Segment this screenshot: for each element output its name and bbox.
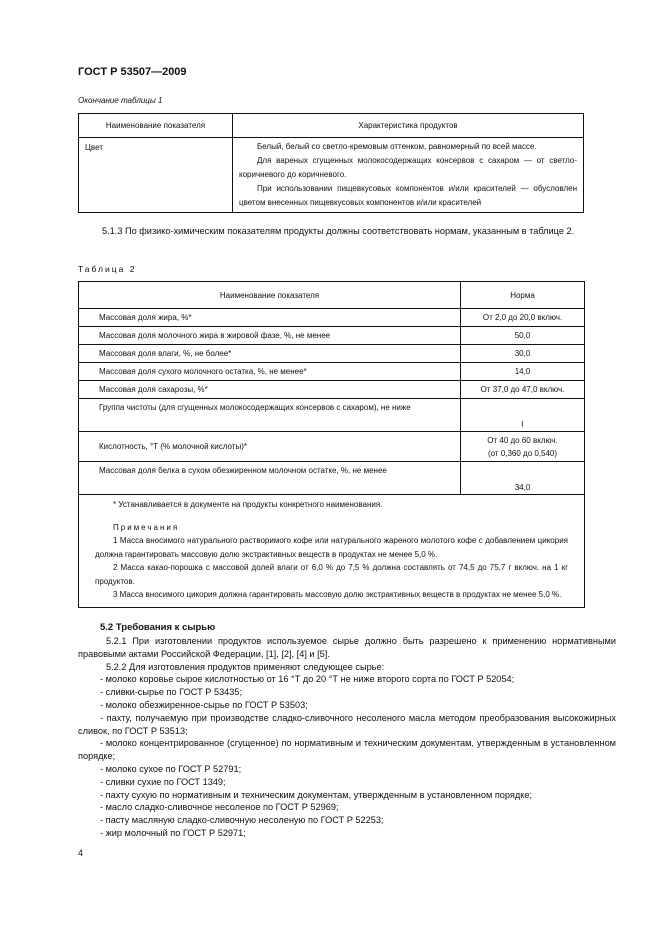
table2-col-header: Наименование показателя <box>79 282 461 309</box>
table1-line: Белый, белый со светло-кремовым оттенком, равномерный по всей массе. <box>257 142 537 151</box>
table2-row-name: Массовая доля сухого молочного остатка, %, не менее* <box>79 363 461 381</box>
table2-row-value: От 37,0 до 47,0 включ. <box>461 381 585 399</box>
list-item: - масло сладко-сливочное несоленое по ГОСТ Р 52969; <box>100 802 339 813</box>
table2 <box>78 281 585 608</box>
table2-row-value-secondary: (от 0,360 до 0,540) <box>487 448 558 458</box>
table2-row-value: 50,0 <box>461 327 585 345</box>
table1-cell-description <box>233 138 584 213</box>
table2-row-value: 34,0 <box>461 462 585 495</box>
list-item: - молоко обезжиренное-сырье по ГОСТ Р 53503; <box>100 699 308 710</box>
table2-notes <box>79 495 585 608</box>
table1-col-header: Характеристика продуктов <box>233 114 584 138</box>
list-item: - пахту сухую по нормативным и техническим документам, утвержденным в установленном порядке; <box>100 789 533 800</box>
table1 <box>78 113 584 213</box>
table1-caption: Окончание таблицы 1 <box>78 96 163 105</box>
paragraph-5-2-1: 5.2.1 При изготовлении продуктов используемое сырье должно быть разрешено к применению нормативными правовыми актами Российской Федерации, [1], [2], [4] и [5]. <box>78 636 616 659</box>
list-item: - молоко концентрированное (сгущенное) по нормативным и техническим документам, утвержденным в установленном порядке; <box>78 738 616 762</box>
list-item: - сливки-сырье по ГОСТ Р 53435; <box>100 687 243 698</box>
table2-col-header: Норма <box>461 282 585 309</box>
table2-row-name: Массовая доля жира, %* <box>79 309 461 327</box>
table2-row-value: I <box>461 399 585 432</box>
list-item: - молоко коровье сырое кислотностью от 16 °Т до 20 °Т не ниже второго сорта по ГОСТ Р 52054; <box>100 674 515 685</box>
table2-row-value: 30,0 <box>461 345 585 363</box>
table2-row-name: Массовая доля молочного жира в жировой фазе, %, не менее <box>79 327 461 345</box>
table2-row-value: От 2,0 до 20,0 включ. <box>461 309 585 327</box>
table1-cell-name: Цвет <box>79 138 233 213</box>
document-header: ГОСТ Р 53507—2009 <box>78 66 187 78</box>
note-item: 1 Масса вносимого натурального растворимого кофе или натурального жареного молотого кофе с добавлением цикория должна гарантировать массовую долю экстрактивных веществ в продуктах не менее 5,0 %. <box>95 536 568 559</box>
table2-row-value: От 40 до 60 включ. <box>487 435 558 445</box>
table2-row-name: Массовая доля белка в сухом обезжиренном молочном остатке, %, не менее <box>79 462 461 495</box>
table2-caption: Таблица 2 <box>78 264 137 274</box>
note-item: 3 Масса вносимого цикория должна гарантировать массовую долю экстрактивных веществ в продуктах не менее 5,0 %. <box>113 590 562 599</box>
notes-title: Примечания <box>113 522 180 532</box>
list-item: - жир молочный по ГОСТ Р 52971; <box>100 827 246 838</box>
list-item: - пахту, получаемую при производстве сладко-сливочного несоленого масла методом преобразования высокожирных сливок, по ГОСТ Р 53513; <box>78 712 616 736</box>
table2-row-name: Массовая доля влаги, %, не более* <box>79 345 461 363</box>
table1-col-header: Наименование показателя <box>79 114 233 138</box>
table2-row-value-cell <box>461 432 585 462</box>
page-number: 4 <box>78 848 84 858</box>
paragraph-5-1-3: 5.1.3 По физико-химическим показателям продукты должны соответствовать нормам, указанным в таблице 2. <box>102 226 575 236</box>
note-item: 2 Масса какао-порошка с массовой долей влаги от 6,0 % до 7,5 % должна составлять от 74,5 до 75,7 г включ. на 1 кг продуктов. <box>95 563 568 586</box>
table2-row-value: 14,0 <box>461 363 585 381</box>
paragraph-5-2-2: 5.2.2 Для изготовления продуктов применяют следующее сырье: <box>106 661 385 672</box>
section-5-2-body <box>78 635 616 840</box>
list-item: - сливки сухие по ГОСТ 1349; <box>100 776 226 787</box>
table2-row-name: Массовая доля сахарозы, %* <box>79 381 461 399</box>
table1-line: Для вареных сгущенных молокосодержащих консервов с сахаром — от светло-коричневого до коричневого. <box>239 156 577 179</box>
table1-line: При использовании пищевкусовых компонентов и/или красителей — обусловлен цветом внесенных пищевкусовых компонентов и/или красителей <box>239 184 577 207</box>
list-item: - пасту масляную сладко-сливочную несоленую по ГОСТ Р 52253; <box>100 815 384 826</box>
table2-row-name: Группа чистоты (для сгущенных молокосодержащих консервов с сахаром), не ниже <box>79 399 461 432</box>
section-title-5-2: 5.2 Требования к сырью <box>100 622 216 633</box>
list-item: - молоко сухое по ГОСТ Р 52791; <box>100 763 242 774</box>
table2-footnote: * Устанавливается в документе на продукты конкретного наименования. <box>113 500 383 509</box>
table2-row-name: Кислотность, °Т (% молочной кислоты)* <box>79 432 461 462</box>
